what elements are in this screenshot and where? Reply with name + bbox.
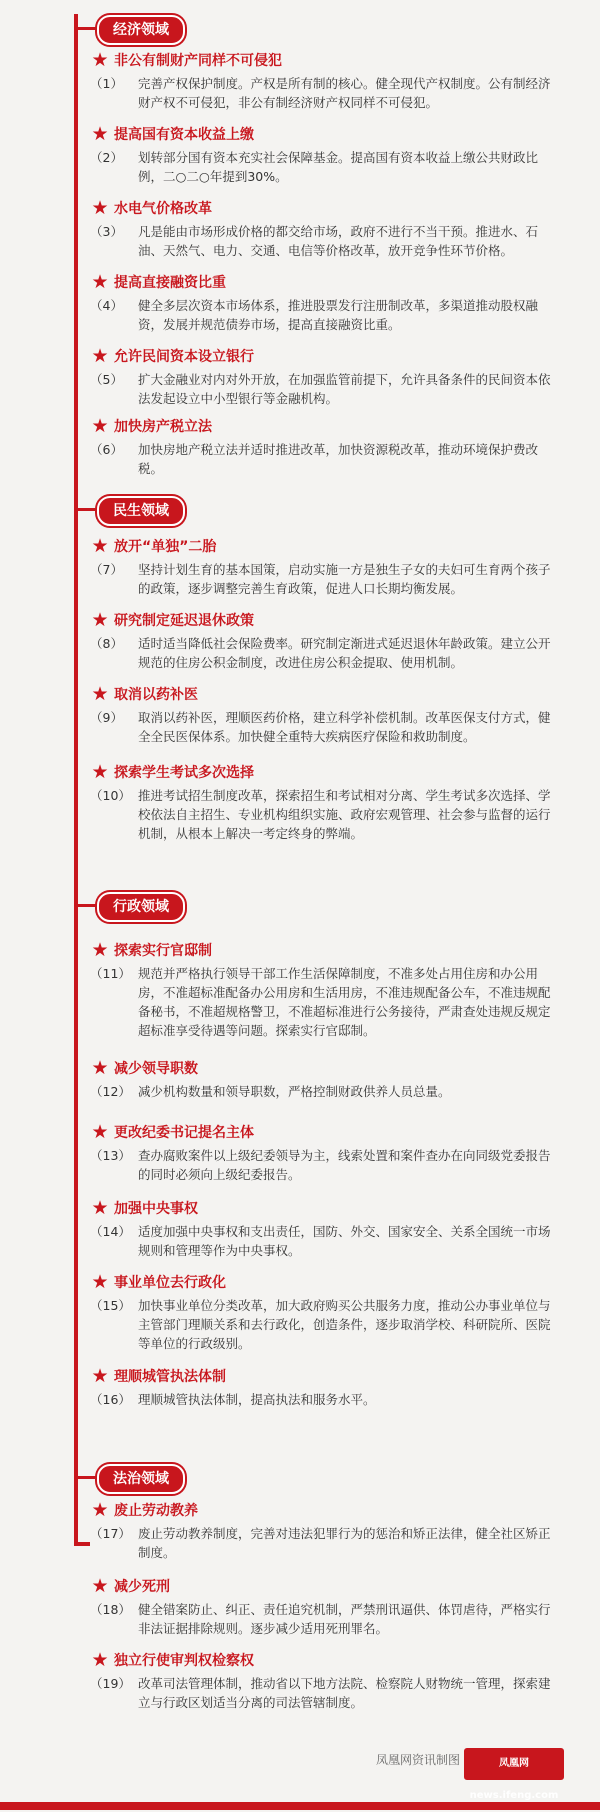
item-title: 探索学生考试多次选择	[114, 765, 254, 781]
item-number: （14）	[90, 1224, 131, 1239]
list-item	[90, 1650, 560, 1712]
item-number: （2）	[90, 150, 123, 165]
item-text: 适度加强中央事权和支出责任，国防、外交、国家安全、关系全国统一市场规则和管理等作为中央事权。	[138, 1224, 551, 1258]
item-title: 独立行使审判权检察权	[114, 1653, 254, 1669]
star-icon: ★	[91, 1271, 109, 1293]
item-text: 规范并严格执行领导干部工作生活保障制度，不准多处占用住房和办公用房，不准超标准配备办公用房和生活用房，不准违规配备公车，不准违规配备秘书，不准超规格警卫，不准超标准进行公务接待，严肃查处违规反规定超标准享受待遇等问题。探索实行官邸制。	[138, 966, 551, 1038]
item-number: （3）	[90, 224, 123, 239]
item-title: 更改纪委书记提名主体	[114, 1125, 254, 1141]
item-text: 坚持计划生育的基本国策，启动实施一方是独生子女的夫妇可生育两个孩子的政策，逐步调整完善生育政策，促进人口长期均衡发展。	[138, 562, 551, 596]
star-icon: ★	[91, 345, 109, 367]
item-text: 查办腐败案件以上级纪委领导为主，线索处置和案件查办在向同级党委报告的同时必须向上级纪委报告。	[138, 1148, 551, 1182]
item-number: （6）	[90, 442, 123, 457]
item-title: 加快房产税立法	[114, 419, 212, 435]
item-number: （9）	[90, 710, 123, 725]
section-header-administration: 行政领域	[97, 892, 185, 922]
footer-source: 凤凰网资讯制图	[375, 1753, 460, 1767]
star-icon: ★	[91, 1649, 109, 1671]
item-number: （4）	[90, 298, 123, 313]
item-number: （1）	[90, 76, 123, 91]
list-item	[90, 198, 560, 260]
item-text: 划转部分国有资本充实社会保障基金。提高国有资本收益上缴公共财政比例，二○二○年提到30%。	[138, 150, 539, 184]
item-title: 减少领导职数	[114, 1061, 198, 1077]
item-title: 放开“单独”二胎	[114, 539, 217, 555]
item-text: 扩大金融业对内对外开放，在加强监管前提下，允许具备条件的民间资本依法发起设立中小型银行等金融机构。	[138, 372, 551, 406]
item-text: 加快事业单位分类改革，加大政府购买公共服务力度，推动公办事业单位与主管部门理顺关系和去行政化，创造条件，逐步取消学校、科研院所、医院等单位的行政级别。	[138, 1298, 551, 1351]
star-icon: ★	[91, 415, 109, 437]
star-icon: ★	[91, 535, 109, 557]
item-text: 废止劳动教养制度，完善对违法犯罪行为的惩治和矫正法律，健全社区矫正制度。	[138, 1526, 551, 1560]
list-item	[90, 536, 560, 598]
timeline-end-cap	[74, 1542, 90, 1546]
star-icon: ★	[91, 49, 109, 71]
item-text: 适时适当降低社会保险费率。研究制定渐进式延迟退休年龄政策。建立公开规范的住房公积金制度，改进住房公积金提取、使用机制。	[138, 636, 551, 670]
list-item	[90, 346, 560, 408]
item-title: 废止劳动教养	[114, 1503, 198, 1519]
star-icon: ★	[91, 761, 109, 783]
star-icon: ★	[91, 123, 109, 145]
item-title: 水电气价格改革	[114, 201, 212, 217]
item-title: 加强中央事权	[114, 1201, 198, 1217]
star-icon: ★	[91, 939, 109, 961]
list-item	[90, 940, 560, 1040]
timeline-line	[74, 14, 78, 1542]
list-item	[90, 1058, 560, 1101]
star-icon: ★	[91, 1365, 109, 1387]
item-text: 推进考试招生制度改革，探索招生和考试相对分离、学生考试多次选择、学校依法自主招生、专业机构组织实施、政府宏观管理、社会参与监督的运行机制，从根本上解决一考定终身的弊端。	[138, 788, 551, 841]
item-text: 加快房地产税立法并适时推进改革，加快资源税改革，推动环境保护费改税。	[138, 442, 539, 476]
list-item	[90, 1272, 560, 1353]
star-icon: ★	[91, 1499, 109, 1521]
item-text: 理顺城管执法体制，提高执法和服务水平。	[138, 1392, 376, 1407]
item-title: 事业单位去行政化	[114, 1275, 226, 1291]
item-title: 提高直接融资比重	[114, 275, 226, 291]
star-icon: ★	[91, 683, 109, 705]
item-text: 凡是能由市场形成价格的都交给市场，政府不进行不当干预。推进水、石油、天然气、电力、交通、电信等价格改革，放开竞争性环节价格。	[138, 224, 539, 258]
list-item	[90, 684, 560, 746]
list-item	[90, 50, 560, 112]
item-title: 探索实行官邸制	[114, 943, 212, 959]
star-icon: ★	[91, 1575, 109, 1597]
item-text: 健全多层次资本市场体系，推进股票发行注册制改革，多渠道推动股权融资，发展并规范债券市场，提高直接融资比重。	[138, 298, 539, 332]
list-item	[90, 416, 560, 478]
list-item	[90, 124, 560, 186]
item-number: （12）	[90, 1084, 131, 1099]
ifeng-logo: 凤凰网 news.ifeng.com	[464, 1748, 564, 1780]
star-icon: ★	[91, 609, 109, 631]
item-number: （8）	[90, 636, 123, 651]
item-title: 非公有制财产同样不可侵犯	[114, 53, 282, 69]
item-text: 健全错案防止、纠正、责任追究机制，严禁刑讯逼供、体罚虐待，严格实行非法证据排除规则。逐步减少适用死刑罪名。	[138, 1602, 551, 1636]
item-title: 提高国有资本收益上缴	[114, 127, 254, 143]
item-text: 完善产权保护制度。产权是所有制的核心。健全现代产权制度。公有制经济财产权不可侵犯，非公有制经济财产权同样不可侵犯。	[138, 76, 551, 110]
star-icon: ★	[91, 1121, 109, 1143]
item-title: 允许民间资本设立银行	[114, 349, 254, 365]
item-title: 减少死刑	[114, 1579, 170, 1595]
item-text: 改革司法管理体制，推动省以下地方法院、检察院人财物统一管理，探索建立与行政区划适当分离的司法管辖制度。	[138, 1676, 551, 1710]
item-number: （5）	[90, 372, 123, 387]
list-item	[90, 1198, 560, 1260]
item-number: （16）	[90, 1392, 131, 1407]
star-icon: ★	[91, 1197, 109, 1219]
item-number: （7）	[90, 562, 123, 577]
star-icon: ★	[91, 197, 109, 219]
item-number: （11）	[90, 966, 131, 981]
item-text: 取消以药补医，理顺医药价格，建立科学补偿机制。改革医保支付方式，健全全民医保体系。加快健全重特大疾病医疗保险和救助制度。	[138, 710, 551, 744]
list-item	[90, 1500, 560, 1562]
list-item	[90, 272, 560, 334]
list-item	[90, 762, 560, 843]
item-text: 减少机构数量和领导职数，严格控制财政供养人员总量。	[138, 1084, 451, 1099]
star-icon: ★	[91, 271, 109, 293]
item-number: （10）	[90, 788, 131, 803]
section-header-livelihood: 民生领域	[97, 496, 185, 526]
item-number: （18）	[90, 1602, 131, 1617]
bottom-bar	[0, 1802, 600, 1810]
section-header-economy: 经济领域	[97, 15, 185, 45]
item-number: （15）	[90, 1298, 131, 1313]
item-number: （19）	[90, 1676, 131, 1691]
item-title: 理顺城管执法体制	[114, 1369, 226, 1385]
item-title: 研究制定延迟退休政策	[114, 613, 254, 629]
list-item	[90, 610, 560, 672]
list-item	[90, 1122, 560, 1184]
list-item	[90, 1576, 560, 1638]
section-header-rule-of-law: 法治领域	[97, 1464, 185, 1494]
item-title: 取消以药补医	[114, 687, 198, 703]
item-number: （17）	[90, 1526, 131, 1541]
star-icon: ★	[91, 1057, 109, 1079]
list-item	[90, 1366, 560, 1409]
item-number: （13）	[90, 1148, 131, 1163]
